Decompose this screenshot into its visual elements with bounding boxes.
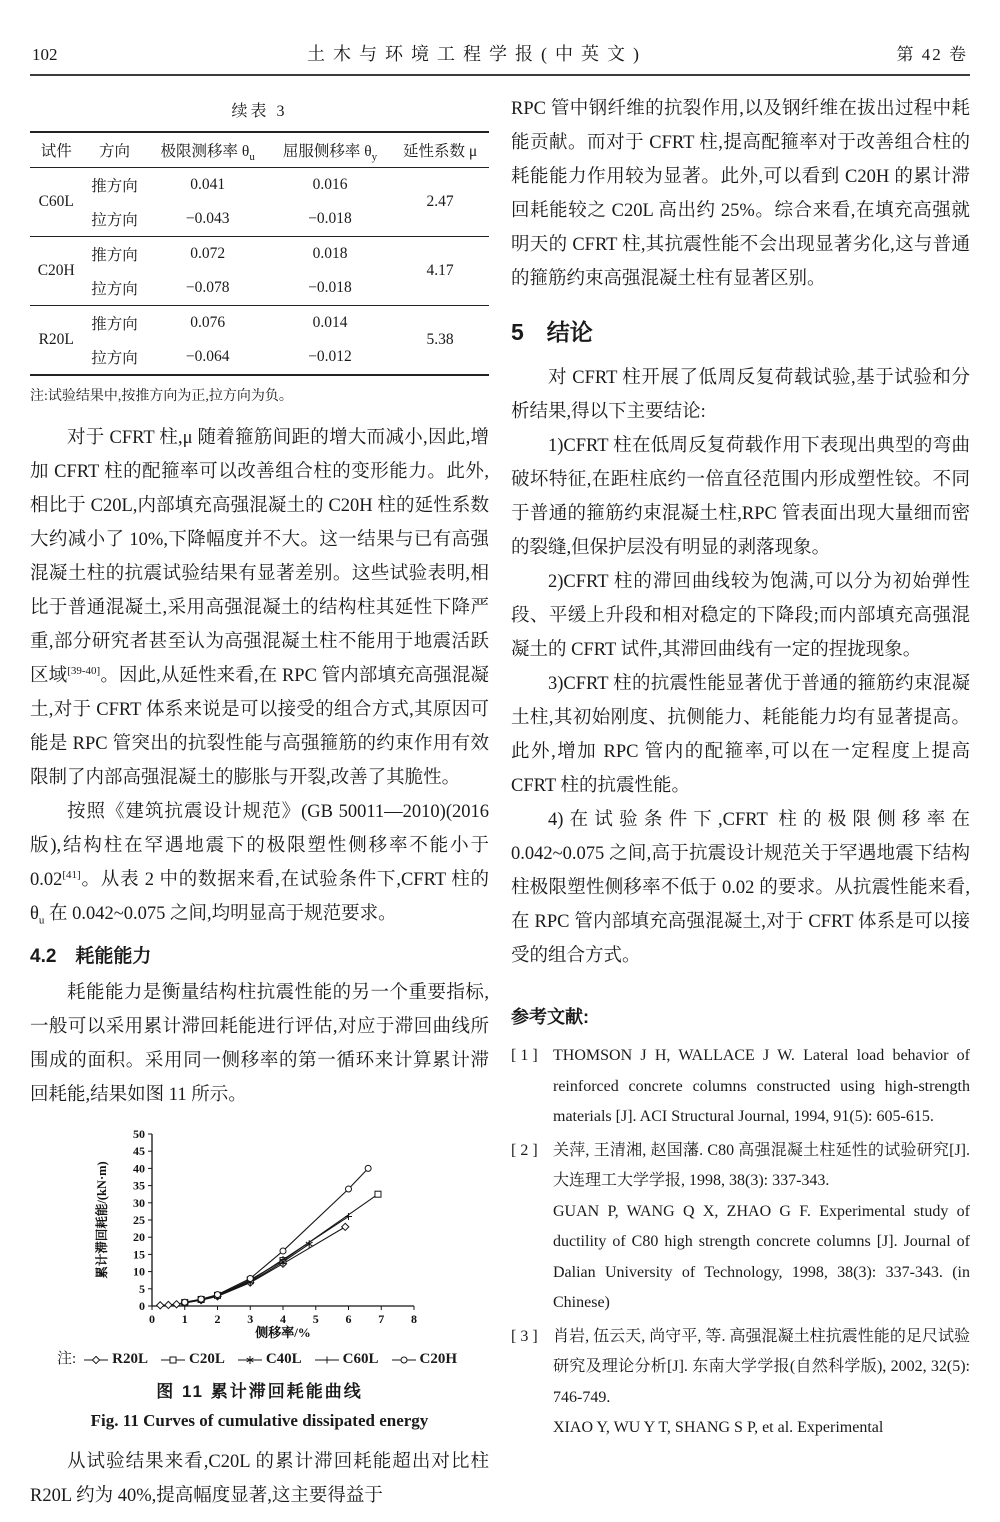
svg-text:侧移率/%: 侧移率/% [254, 1325, 311, 1340]
table-title: 续表 3 [231, 103, 288, 120]
paragraph-text: 。因此,从延性来看,在 RPC 管内部填充高强混凝土,对于 CFRT 体系来说是可以接受的组合方式,其原因可能是 RPC 管突出的抗裂性能与高强箍筋的约束作用有效限制了内部高强混凝土的膨胀与开裂,改善了其脆性。 [30, 666, 489, 788]
reference-text-en: XIAO Y, WU Y T, SHANG S P, et al. Experimental [553, 1419, 884, 1436]
section-title: 耗能能力 [75, 946, 152, 967]
table-cell: 0.076 [190, 314, 226, 331]
conclusion-item-3: 3)CFRT 柱的抗震性能显著优于普通的箍筋约束混凝土柱,其初始刚度、抗侧能力、耗能能力均有显著提高。此外,增加 RPC 管内的配箍率,可以在一定程度上提高 CFRT 柱的抗震性能。 [511, 674, 970, 796]
page-number: 102 [32, 45, 58, 64]
table-row [30, 237, 489, 272]
svg-text:40: 40 [132, 1161, 145, 1176]
svg-text:0: 0 [138, 1299, 145, 1313]
legend-note-label: 注: [56, 1351, 77, 1367]
paragraph-energy-dissipation: 耗能能力是衡量结构柱抗震性能的另一个重要指标,一般可以采用累计滞回耗能进行评估,对应于滞回曲线所围成的面积。采用同一侧移率的第一循环来计算累计滞回耗能,结果如图 11 所示。 [30, 983, 489, 1105]
table-cell-specimen: C20H [37, 262, 75, 279]
svg-text:20: 20 [132, 1230, 145, 1245]
section-number: 4.2 [30, 946, 57, 967]
reference-text: THOMSON J H, WALLACE J W. Lateral load behavior of reinforced concrete columns constructed using high-strength materials [J]. ACI Structural Journal, 1994, 91(5): 605-615. [553, 1047, 970, 1125]
legend-item-C60L: C60L [314, 1351, 379, 1367]
conclusion-item-2: 2)CFRT 柱的滞回曲线较为饱满,可以分为初始弹性段、平缓上升段和相对稳定的下降段;而内部填充高强混凝土的 CFRT 试件,其滞回曲线有一定的捏拢现象。 [511, 572, 970, 660]
svg-text:25: 25 [132, 1213, 145, 1227]
theta-y-sub: y [371, 151, 378, 164]
table-header-theta-u [147, 132, 269, 168]
table-cell-specimen: R20L [38, 331, 74, 348]
paragraph-text: 对于 CFRT 柱,μ 随着箍筋间距的增大而减小,因此,增加 CFRT 柱的配箍率可以改善组合柱的变形能力。此外,相比于 C20L,内部填充高强混凝土的 C20H 柱的延性系数大约减小了 10%,下降幅度并不大。这一结果与已有高强混凝土柱的抗震试验结果有显著差别。这些试验表明,相比于普通混凝土,采用高强混凝土的结构柱其延性下降严重,部分研究者甚至认为高强混凝土柱不能用于地震活跃区域 [30, 428, 489, 686]
section-title: 结论 [546, 319, 593, 345]
svg-text:8: 8 [410, 1312, 417, 1326]
table-row [30, 306, 489, 341]
table-cell: −0.018 [308, 210, 352, 227]
table-cell: −0.043 [185, 210, 230, 227]
svg-text:10: 10 [132, 1264, 145, 1279]
table-cell-mu: 2.47 [426, 193, 454, 210]
left-column [30, 92, 489, 1513]
legend-item-C40L: C40L [237, 1351, 302, 1367]
figure-11 [30, 1124, 489, 1431]
table-cell: −0.064 [185, 348, 230, 365]
table-cell: 0.072 [190, 245, 226, 262]
theta-u-sub: u [249, 151, 255, 164]
section-number: 5 [511, 319, 524, 345]
reference-item-1 [511, 1041, 970, 1133]
references-heading: 参考文献: [511, 1007, 589, 1027]
paragraph-ductility [30, 421, 489, 795]
svg-text:6: 6 [345, 1312, 351, 1326]
conclusion-intro: 对 CFRT 柱开展了低周反复荷载试验,基于试验和分析结果,得以下主要结论: [511, 368, 970, 422]
table-cell-mu: 5.38 [426, 331, 454, 348]
citation-superscript: [39-40] [67, 664, 101, 677]
table-cell: 拉方向 [91, 281, 138, 298]
table-cell-specimen: C60L [38, 193, 74, 210]
table-header-specimen: 试件 [40, 143, 72, 160]
table-cell: −0.012 [308, 348, 352, 365]
svg-text:15: 15 [132, 1247, 145, 1262]
table-cell: 0.041 [190, 176, 226, 193]
legend-item-C20L: C20L [160, 1351, 225, 1367]
table-cell: −0.078 [185, 279, 230, 296]
table-header-row [30, 132, 489, 168]
table-header-theta-y [269, 132, 391, 168]
table-cell-mu: 4.17 [426, 262, 454, 279]
svg-text:0: 0 [148, 1312, 155, 1326]
cumulative-energy-chart [30, 1124, 489, 1347]
svg-text:7: 7 [377, 1312, 384, 1326]
table-cell: 0.018 [312, 245, 348, 262]
svg-text:30: 30 [132, 1195, 145, 1210]
table-cell: −0.018 [308, 279, 352, 296]
volume-label: 第 42 卷 [896, 45, 968, 64]
citation-superscript: [41] [62, 868, 81, 881]
reference-item-3 [511, 1322, 970, 1444]
table-cell: 0.016 [312, 176, 348, 193]
reference-label: [ 3 ] [511, 1327, 538, 1345]
conclusion-item-4: 4)在试验条件下,CFRT 柱的极限侧移率在 0.042~0.075 之间,高于抗震设计规范关于罕遇地震下结构柱极限塑性侧移率不低于 0.02 的要求。从抗震性能来看,在 RPC 管内部填充高强混凝土,对于 CFRT 体系是可以接受的组合方式。 [511, 810, 970, 966]
chart-legend [30, 1347, 489, 1368]
reference-item-2 [511, 1136, 970, 1319]
reference-text-en: GUAN P, WANG Q X, ZHAO G F. Experimental study of ductility of C80 high strength concrete columns [J]. Journal of Dalian University of Technology, 1998, 38(3): 337-343. (in Chinese) [553, 1202, 970, 1311]
conclusion-item-1: 1)CFRT 柱在低周反复荷载作用下表现出典型的弯曲破坏特征,在距柱底约一倍直径范围内形成塑性铰。不同于普通的箍筋约束混凝土柱,RPC 管表面出现大量细而密的裂缝,但保护层没有明显的剥落现象。 [511, 436, 970, 558]
right-column [511, 92, 970, 1513]
reference-text-cn: 肖岩, 伍云天, 尚守平, 等. 高强混凝土柱抗震性能的足尺试验研究及理论分析[J]. 东南大学学报(自然科学版), 2002, 32(5): 746-749. [553, 1327, 970, 1406]
table-cell: 拉方向 [91, 350, 138, 367]
legend-item-R20L: R20L [83, 1351, 148, 1367]
table-cell: 拉方向 [91, 212, 138, 229]
paragraph-code-requirement [30, 795, 489, 931]
legend-item-C20H: C20H [391, 1351, 458, 1367]
paragraph-results: 从试验结果来看,C20L 的累计滞回耗能超出对比柱 R20L 约为 40%,提高幅度显著,这主要得益于 [30, 1452, 489, 1506]
theta-u-label: 极限测移率 θ [160, 143, 250, 160]
svg-text:5: 5 [312, 1312, 319, 1326]
table-cell: 0.014 [312, 314, 348, 331]
svg-text:3: 3 [246, 1312, 253, 1326]
svg-text:5: 5 [138, 1281, 145, 1296]
table-cell: 推方向 [91, 178, 138, 195]
svg-text:2: 2 [214, 1312, 220, 1326]
section-heading-4-2 [30, 941, 489, 968]
paragraph-text: 在 0.042~0.075 之间,均明显高于规范要求。 [44, 904, 397, 924]
svg-text:45: 45 [132, 1144, 145, 1159]
reference-label: [ 1 ] [511, 1047, 538, 1064]
two-column-body [0, 92, 1000, 1513]
table-cell: 推方向 [91, 247, 138, 264]
paragraph-text: 按照《建筑抗震设计规范》(GB 50011—2010)(2016 版),结构柱在罕遇地震下的极限塑性侧移率不能小于 0.02 [30, 802, 489, 890]
reference-text-cn: 关萍, 王清湘, 赵国藩. C80 高强混凝土柱延性的试验研究[J]. 大连理工大学学报, 1998, 38(3): 337-343. [553, 1141, 970, 1189]
journal-title: 土木与环境工程学报(中英文) [307, 44, 647, 64]
table-row [30, 168, 489, 203]
theta-subscript: u [38, 914, 45, 927]
figure-caption-cn: 图 11 累计滞回耗能曲线 [156, 1382, 363, 1401]
figure-caption-en: Fig. 11 Curves of cumulative dissipated energy [90, 1411, 429, 1430]
header-rule [30, 74, 970, 76]
table-note: 注:试验结果中,按推方向为正,拉方向为负。 [30, 389, 293, 404]
paragraph-continuation: RPC 管中钢纤维的抗裂作用,以及钢纤维在拔出过程中耗能贡献。而对于 CFRT 柱,提高配箍率对于改善组合柱的耗能能力作用较为显著。此外,可以看到 C20H 的累计滞回耗能较之 C20L 高出约 25%。综合来看,在填充高强就明天的 CFRT 柱,其抗震性能不会出现显著劣化,这与普通的箍筋约束高强混凝土柱有显著区别。 [511, 99, 970, 289]
svg-text:1: 1 [181, 1312, 188, 1326]
page-header [0, 40, 1000, 66]
svg-text:4: 4 [279, 1312, 286, 1326]
legend-items [76, 1351, 462, 1367]
svg-text:50: 50 [132, 1127, 145, 1141]
svg-text:35: 35 [132, 1178, 145, 1193]
paragraph-text: 。从表 2 中的数据来看,在试验条件下,CFRT 柱的 θ [30, 870, 489, 924]
svg-text:累计滞回耗能/(kN·m): 累计滞回耗能/(kN·m) [94, 1161, 109, 1279]
continued-table-3 [30, 131, 489, 376]
table-cell: 推方向 [91, 316, 138, 333]
theta-y-label: 屈服侧移率 θ [282, 143, 372, 160]
reference-label: [ 2 ] [511, 1141, 538, 1159]
section-heading-5 [511, 314, 970, 347]
table-header-mu: 延性系数 μ [402, 143, 478, 160]
table-header-direction: 方向 [98, 143, 130, 160]
